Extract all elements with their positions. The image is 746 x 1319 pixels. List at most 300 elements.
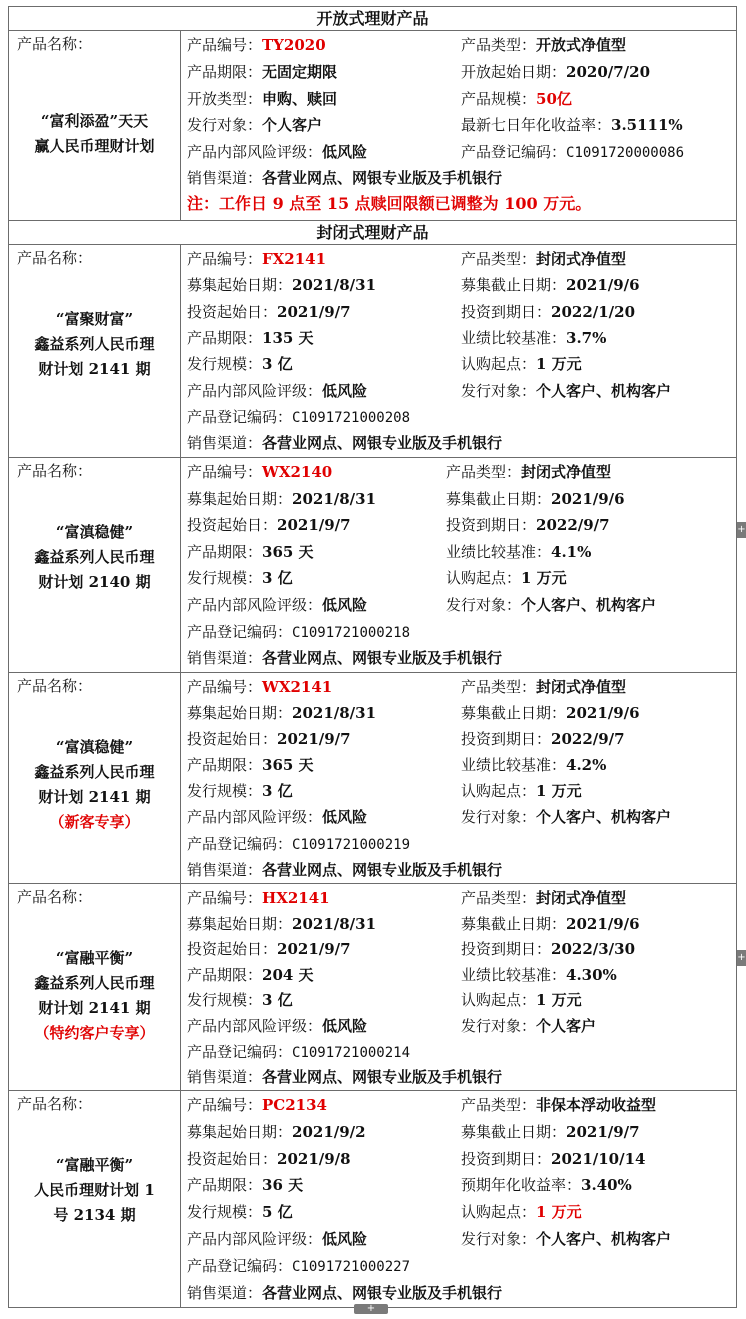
field-value: 2021/9/7: [277, 303, 351, 321]
field-value: 135 天: [262, 329, 314, 347]
product-name-line: “富聚财富”: [55, 310, 134, 328]
field-label: 募集截止日期：: [461, 915, 567, 933]
field: [461, 302, 635, 322]
field: [461, 35, 626, 55]
field-label: 认购起点：: [446, 569, 522, 587]
field-value: 3 亿: [262, 991, 293, 1009]
field: [461, 275, 640, 295]
field-label: 认购起点：: [461, 355, 537, 373]
field-label: 产品内部风险评级：: [187, 143, 323, 161]
field-label: 产品期限：: [187, 543, 263, 561]
field-label: 销售渠道：: [187, 1284, 263, 1302]
product-name-label: 产品名称：: [17, 1095, 93, 1113]
field-label: 投资到期日：: [446, 516, 537, 534]
field-label: 产品类型：: [461, 1096, 537, 1114]
product-name: [13, 307, 176, 382]
field-label: 发行对象：: [461, 1230, 537, 1248]
field-label: 认购起点：: [461, 782, 537, 800]
field: [187, 115, 322, 135]
field-value: 365 天: [262, 543, 314, 561]
field: [461, 142, 684, 163]
field: [187, 1095, 327, 1115]
product-detail-cell: [181, 245, 737, 458]
product-name-line: “富利添盈”天天: [40, 112, 149, 130]
field-label: 产品类型：: [461, 678, 537, 696]
field-label: 发行规模：: [187, 569, 263, 587]
field-label: 产品编号：: [187, 250, 263, 268]
field-value: 个人客户、机构客户: [536, 382, 672, 400]
field-value: 2021/9/7: [566, 1123, 640, 1141]
field-value: PC2134: [262, 1096, 327, 1114]
field: [187, 965, 314, 985]
field: [461, 1175, 632, 1195]
field-value: 1 万元: [536, 355, 582, 373]
field-label: 产品编号：: [187, 678, 263, 696]
field-value: WX2140: [262, 463, 333, 481]
field-value: 2022/9/7: [551, 730, 625, 748]
field: [461, 1122, 640, 1142]
field-label: 发行规模：: [187, 782, 263, 800]
product-name-line: “富融平衡”: [55, 949, 134, 967]
field-label: 产品规模：: [461, 90, 537, 108]
field-label: 认购起点：: [461, 1203, 537, 1221]
field: [187, 1202, 293, 1222]
field: [187, 168, 502, 188]
field-label: 最新七日年化收益率：: [461, 116, 612, 134]
field-value: 2022/1/20: [551, 303, 636, 321]
field-label: 业绩比较基准：: [461, 756, 567, 774]
field-label: 产品类型：: [461, 889, 537, 907]
field-label: 销售渠道：: [187, 434, 263, 452]
field-value: 非保本浮动收益型: [536, 1096, 657, 1114]
field: [461, 755, 606, 775]
field-label: 业绩比较基准：: [461, 966, 567, 984]
field-value: 2021/9/2: [292, 1123, 366, 1141]
closed-product-row: [9, 458, 737, 673]
field: [461, 1202, 582, 1222]
field-label: 投资起始日：: [187, 516, 278, 534]
field-value: 3 亿: [262, 355, 293, 373]
field-label: 投资起始日：: [187, 1150, 278, 1168]
field: [187, 1149, 351, 1169]
field-label: 投资到期日：: [461, 730, 552, 748]
product-name-cell: [9, 884, 181, 1091]
field-value: 封闭式净值型: [521, 463, 612, 481]
product-name-label: 产品名称：: [17, 462, 93, 480]
field-label: 投资起始日：: [187, 730, 278, 748]
field: [187, 568, 293, 588]
field-value: 低风险: [322, 143, 368, 161]
product-name: [13, 520, 176, 595]
product-name-label: 产品名称：: [17, 249, 93, 267]
field-label: 产品期限：: [187, 63, 263, 81]
field-value: 各营业网点、网银专业版及手机银行: [262, 649, 503, 667]
field-value: 申购、赎回: [262, 90, 338, 108]
product-detail-cell: [181, 673, 737, 884]
field: [187, 677, 332, 697]
field-value: 3 亿: [262, 569, 293, 587]
field: [187, 542, 314, 562]
closed-section-title: 封闭式理财产品: [9, 221, 737, 245]
product-name-line: 财计划 2141 期: [38, 360, 151, 378]
field-value: 各营业网点、网银专业版及手机银行: [262, 1284, 503, 1302]
field-label: 产品内部风险评级：: [187, 1230, 323, 1248]
field: [187, 62, 337, 82]
field-label: 产品编号：: [187, 463, 263, 481]
field: [187, 381, 367, 401]
product-promo-tag: （新客专享）: [49, 813, 140, 831]
field-label: 投资到期日：: [461, 303, 552, 321]
field-label: 产品类型：: [461, 250, 537, 268]
field-label: 产品期限：: [187, 966, 263, 984]
field: [461, 328, 606, 348]
product-name-cell: [9, 1091, 181, 1308]
product-name-line: 鑫益系列人民币理: [34, 974, 155, 992]
field: [187, 249, 326, 269]
field-label: 产品登记编码：: [187, 1043, 293, 1061]
field: [187, 622, 410, 643]
field-label: 投资起始日：: [187, 303, 278, 321]
field-value: 低风险: [322, 596, 368, 614]
field: [187, 515, 351, 535]
field: [187, 781, 293, 801]
field: [187, 1016, 367, 1036]
field-label: 产品登记编码：: [187, 408, 293, 426]
field-label: 销售渠道：: [187, 1068, 263, 1086]
product-name-line: 赢人民币理财计划: [34, 137, 155, 155]
field-value: 2021/9/6: [551, 490, 625, 508]
field-value: 4.1%: [551, 543, 592, 561]
field: [461, 729, 625, 749]
field-label: 募集起始日期：: [187, 276, 293, 294]
field-value: 1 万元: [536, 991, 582, 1009]
field-value: 封闭式净值型: [536, 250, 627, 268]
field-label: 销售渠道：: [187, 169, 263, 187]
field-value: 各营业网点、网银专业版及手机银行: [262, 861, 503, 879]
product-name-line: “富滇稳健”: [55, 523, 134, 541]
field-label: 产品编号：: [187, 889, 263, 907]
field-label: 产品登记编码：: [187, 1257, 293, 1275]
field: [187, 807, 367, 827]
field-label: 产品内部风险评级：: [187, 596, 323, 614]
closed-product-row: [9, 673, 737, 884]
field-label: 投资起始日：: [187, 940, 278, 958]
field-label: 发行对象：: [461, 808, 537, 826]
field-label: 业绩比较基准：: [446, 543, 552, 561]
product-name-cell: [9, 673, 181, 884]
product-name-line: 人民币理财计划 1: [34, 1181, 155, 1199]
field-value: 2021/9/6: [566, 915, 640, 933]
field-value: 低风险: [322, 808, 368, 826]
field-label: 投资到期日：: [461, 940, 552, 958]
expand-handle-right[interactable]: +: [737, 522, 746, 538]
field-value: TY2020: [262, 36, 326, 54]
field-label: 产品登记编码：: [187, 835, 293, 853]
field-label: 开放类型：: [187, 90, 263, 108]
field-label: 募集起始日期：: [187, 704, 293, 722]
product-name-label: 产品名称：: [17, 888, 93, 906]
field-value: 低风险: [322, 1017, 368, 1035]
field-label: 产品期限：: [187, 329, 263, 347]
field-value: 3.7%: [566, 329, 607, 347]
field-value: 365 天: [262, 756, 314, 774]
field-value: 2021/10/14: [551, 1150, 646, 1168]
field-value: 2021/9/6: [566, 704, 640, 722]
product-name-cell: [9, 245, 181, 458]
field-label: 产品期限：: [187, 1176, 263, 1194]
product-name-line: 鑫益系列人民币理: [34, 763, 155, 781]
field: [446, 568, 567, 588]
field-value: 4.2%: [566, 756, 607, 774]
field-value: 个人客户、机构客户: [536, 808, 672, 826]
field: [461, 62, 650, 82]
field-label: 销售渠道：: [187, 861, 263, 879]
field-label: 产品登记编码：: [461, 143, 567, 161]
field-value: 低风险: [322, 382, 368, 400]
field-value: 各营业网点、网银专业版及手机银行: [262, 1068, 503, 1086]
field-label: 募集起始日期：: [187, 490, 293, 508]
field-value: 1 万元: [536, 1203, 582, 1221]
field-value: 2021/8/31: [292, 915, 377, 933]
field: [461, 914, 640, 934]
field-value: 各营业网点、网银专业版及手机银行: [262, 434, 503, 452]
field-value: 个人客户、机构客户: [536, 1230, 672, 1248]
product-name-line: 号 2134 期: [53, 1206, 136, 1224]
field-value: 1 万元: [536, 782, 582, 800]
product-detail-cell: [181, 31, 737, 221]
field-value: 低风险: [322, 1230, 368, 1248]
closed-product-row: [9, 245, 737, 458]
product-name-label: 产品名称：: [17, 677, 93, 695]
field: [461, 1149, 645, 1169]
product-name-line: “富融平衡”: [55, 1156, 134, 1174]
field-value: 2021/8/31: [292, 276, 377, 294]
field-value: 3.5111%: [611, 116, 683, 134]
field: [461, 381, 671, 401]
field: [461, 115, 683, 135]
field: [187, 462, 332, 482]
field-label: 发行规模：: [187, 355, 263, 373]
field: [461, 354, 582, 374]
product-name-label: 产品名称：: [17, 35, 93, 53]
field-value: C1091721000219: [292, 837, 411, 853]
field: [446, 462, 611, 482]
field-label: 产品类型：: [461, 36, 537, 54]
field: [446, 515, 610, 535]
field-label: 募集起始日期：: [187, 1123, 293, 1141]
field: [187, 1283, 502, 1303]
field: [461, 888, 626, 908]
field: [187, 1042, 410, 1063]
field-value: 个人客户: [536, 1017, 597, 1035]
field-value: 各营业网点、网银专业版及手机银行: [262, 169, 503, 187]
field-value: FX2141: [262, 250, 327, 268]
field-label: 产品内部风险评级：: [187, 382, 323, 400]
field: [187, 755, 314, 775]
field: [187, 729, 351, 749]
product-name-line: 财计划 2141 期: [38, 788, 151, 806]
field: [461, 89, 572, 109]
field-value: 封闭式净值型: [536, 889, 627, 907]
field: [461, 703, 640, 723]
field: [461, 807, 671, 827]
field-value: 2021/9/8: [277, 1150, 351, 1168]
field-label: 发行对象：: [461, 1017, 537, 1035]
field-label: 销售渠道：: [187, 649, 263, 667]
product-name: [13, 946, 176, 1046]
field: [187, 89, 337, 109]
closed-product-table: [8, 1090, 737, 1308]
field: [461, 781, 582, 801]
product-name: [13, 109, 176, 159]
field-label: 业绩比较基准：: [461, 329, 567, 347]
field-value: 2021/9/6: [566, 276, 640, 294]
field-value: 4.30%: [566, 966, 617, 984]
field: [187, 328, 314, 348]
redemption-notice: 注：工作日 9 点至 15 点赎回限额已调整为 100 万元。: [187, 194, 592, 213]
field-label: 产品编号：: [187, 36, 263, 54]
field-label: 募集截止日期：: [446, 490, 552, 508]
product-detail-cell: [181, 458, 737, 673]
field-value: 个人客户: [262, 116, 323, 134]
field-value: 2021/9/7: [277, 730, 351, 748]
expand-handle-bottom[interactable]: +: [354, 1304, 388, 1314]
field: [187, 703, 376, 723]
product-detail-cell: [181, 1091, 737, 1308]
field: [187, 990, 293, 1010]
field-label: 认购起点：: [461, 991, 537, 1009]
closed-product-table: [8, 244, 737, 458]
closed-section-header-row: [9, 221, 737, 245]
field-value: 个人客户、机构客户: [521, 596, 657, 614]
closed-product-row: [9, 884, 737, 1091]
field: [187, 834, 410, 855]
field-label: 产品内部风险评级：: [187, 1017, 323, 1035]
field-value: 50亿: [536, 90, 572, 108]
field-label: 发行对象：: [461, 382, 537, 400]
field-value: 2021/9/7: [277, 516, 351, 534]
field: [461, 1095, 656, 1115]
field-value: C1091721000214: [292, 1045, 411, 1061]
field-label: 发行对象：: [446, 596, 522, 614]
field: [187, 489, 376, 509]
field-value: C1091721000218: [292, 625, 411, 641]
field-value: 1 万元: [521, 569, 567, 587]
field-value: 3.40%: [581, 1176, 632, 1194]
field-label: 产品期限：: [187, 756, 263, 774]
field-label: 预期年化收益率：: [461, 1176, 582, 1194]
expand-handle-right[interactable]: +: [737, 950, 746, 966]
field: [187, 142, 367, 162]
field-value: C1091721000227: [292, 1259, 411, 1275]
field-label: 募集截止日期：: [461, 276, 567, 294]
product-sheet: [8, 6, 737, 1308]
field: [187, 860, 502, 880]
field: [461, 1016, 596, 1036]
product-name: [13, 735, 176, 835]
field-value: WX2141: [262, 678, 333, 696]
field: [187, 1175, 303, 1195]
field-value: 2020/7/20: [566, 63, 651, 81]
product-name: [13, 1153, 176, 1228]
field-label: 产品内部风险评级：: [187, 808, 323, 826]
field-label: 募集截止日期：: [461, 704, 567, 722]
field: [187, 888, 330, 908]
field-value: 2022/9/7: [536, 516, 610, 534]
field: [187, 1122, 366, 1142]
field-value: HX2141: [262, 889, 330, 907]
field-value: 2021/8/31: [292, 704, 377, 722]
product-detail-cell: [181, 884, 737, 1091]
field: [446, 595, 656, 615]
field: [461, 990, 582, 1010]
field: [187, 914, 376, 934]
product-name-cell: [9, 458, 181, 673]
closed-product-table: [8, 883, 737, 1091]
product-name-line: 财计划 2140 期: [38, 573, 151, 591]
open-section-header-row: [9, 7, 737, 31]
field: [461, 249, 626, 269]
field: [187, 1256, 410, 1277]
field: [461, 677, 626, 697]
field-label: 产品编号：: [187, 1096, 263, 1114]
field: [187, 595, 367, 615]
field: [187, 354, 293, 374]
field: [187, 407, 410, 428]
field: [187, 648, 502, 668]
product-table: [8, 6, 737, 245]
open-product-row: [9, 31, 737, 221]
product-name-line: 鑫益系列人民币理: [34, 548, 155, 566]
field-label: 募集起始日期：: [187, 915, 293, 933]
field-value: 无固定期限: [262, 63, 338, 81]
field-label: 开放起始日期：: [461, 63, 567, 81]
field: [187, 275, 376, 295]
field-value: 2021/8/31: [292, 490, 377, 508]
product-name-cell: [9, 31, 181, 221]
field-label: 发行规模：: [187, 991, 263, 1009]
closed-product-table: [8, 457, 737, 673]
field: [461, 965, 617, 985]
closed-product-table: [8, 672, 737, 884]
product-name-line: 鑫益系列人民币理: [34, 335, 155, 353]
open-section-title: 开放式理财产品: [9, 7, 737, 31]
field-label: 投资到期日：: [461, 1150, 552, 1168]
field: [187, 433, 502, 453]
field: [187, 302, 351, 322]
field-value: 204 天: [262, 966, 314, 984]
field: [446, 542, 591, 562]
field-value: 36 天: [262, 1176, 304, 1194]
field-label: 发行对象：: [187, 116, 263, 134]
field-label: 募集截止日期：: [461, 1123, 567, 1141]
product-name-line: “富滇稳健”: [55, 738, 134, 756]
product-promo-tag: （特约客户专享）: [34, 1024, 155, 1042]
field: [446, 489, 625, 509]
field-value: C1091720000086: [566, 145, 685, 161]
field-label: 发行规模：: [187, 1203, 263, 1221]
field-label: 产品登记编码：: [187, 623, 293, 641]
field-value: 2022/3/30: [551, 940, 636, 958]
field: [187, 35, 326, 55]
field: [187, 939, 351, 959]
field-value: 封闭式净值型: [536, 678, 627, 696]
closed-product-row: [9, 1091, 737, 1308]
field: [461, 939, 635, 959]
field-value: 3 亿: [262, 782, 293, 800]
field-value: 开放式净值型: [536, 36, 627, 54]
field-label: 产品类型：: [446, 463, 522, 481]
